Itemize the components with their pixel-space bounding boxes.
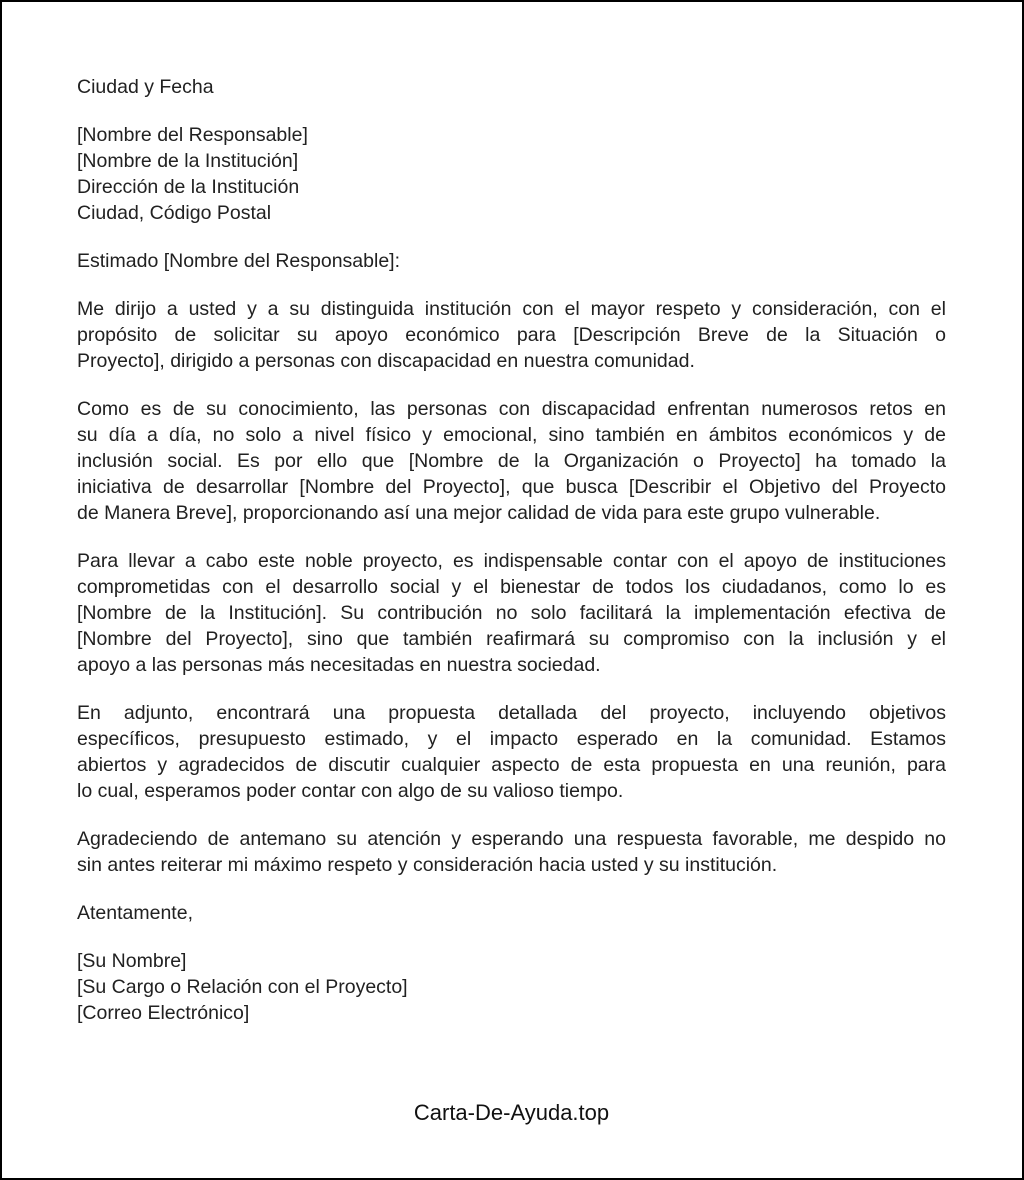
text-line: específicos, presupuesto estimado, y el impacto esperado en la comunidad. Estamos [77, 728, 946, 750]
body-paragraph-5 [77, 826, 946, 878]
text-line: [Su Nombre] [77, 950, 187, 972]
text-line: [Nombre de la Institución] [77, 150, 299, 172]
text-line: sin antes reiterar mi máximo respeto y consideración hacia usted y su institución. [77, 854, 778, 876]
text-line: Para llevar a cabo este noble proyecto, es indispensable contar con el apoyo de instituciones [77, 550, 946, 572]
text-line: su día a día, no solo a nivel físico y emocional, sino también en ámbitos económicos y de [77, 424, 946, 446]
text-line: lo cual, esperamos poder contar con algo de su valioso tiempo. [77, 780, 624, 802]
signature-block [77, 948, 946, 1026]
text-line: Proyecto], dirigido a personas con discapacidad en nuestra comunidad. [77, 350, 695, 372]
text-line: Dirección de la Institución [77, 176, 300, 198]
body-paragraph-2 [77, 396, 946, 526]
text-line: [Correo Electrónico] [77, 1002, 250, 1024]
text-line: comprometidas con el desarrollo social y el bienestar de todos los ciudadanos, como lo es [77, 576, 946, 598]
text-line: abiertos y agradecidos de discutir cualquier aspecto de esta propuesta en una reunión, para [77, 754, 946, 776]
body-paragraph-3 [77, 548, 946, 678]
text-line: iniciativa de desarrollar [Nombre del Proyecto], que busca [Describir el Objetivo del Proyecto [77, 476, 946, 498]
text-line: Como es de su conocimiento, las personas con discapacidad enfrentan numerosos retos en [77, 398, 946, 420]
text-line: En adjunto, encontrará una propuesta detallada del proyecto, incluyendo objetivos [77, 702, 946, 724]
text-line: inclusión social. Es por ello que [Nombre de la Organización o Proyecto] ha tomado la [77, 450, 946, 472]
body-paragraph-4 [77, 700, 946, 804]
text-line: apoyo a las personas más necesitadas en nuestra sociedad. [77, 654, 601, 676]
salutation: Estimado [Nombre del Responsable]: [77, 250, 400, 272]
date-line: Ciudad y Fecha [77, 76, 214, 98]
text-line: Agradeciendo de antemano su atención y esperando una respuesta favorable, me despido no [77, 828, 946, 850]
text-line: [Nombre del Responsable] [77, 124, 308, 146]
text-line: Me dirijo a usted y a su distinguida institución con el mayor respeto y consideración, con el [77, 298, 946, 320]
text-line: de Manera Breve], proporcionando así una mejor calidad de vida para este grupo vulnerable. [77, 502, 881, 524]
site-footer-watermark: Carta-De-Ayuda.top [413, 1100, 610, 1125]
text-line: propósito de solicitar su apoyo económico para [Descripción Breve de la Situación o [77, 324, 946, 346]
closing-salutation: Atentamente, [77, 902, 193, 924]
text-line: [Nombre del Proyecto], sino que también reafirmará su compromiso con la inclusión y el [77, 628, 946, 650]
body-paragraph-1 [77, 296, 946, 374]
recipient-block [77, 122, 946, 226]
text-line: [Su Cargo o Relación con el Proyecto] [77, 976, 408, 998]
text-line: [Nombre de la Institución]. Su contribución no solo facilitará la implementación efectiva de [77, 602, 946, 624]
text-line: Ciudad, Código Postal [77, 202, 272, 224]
